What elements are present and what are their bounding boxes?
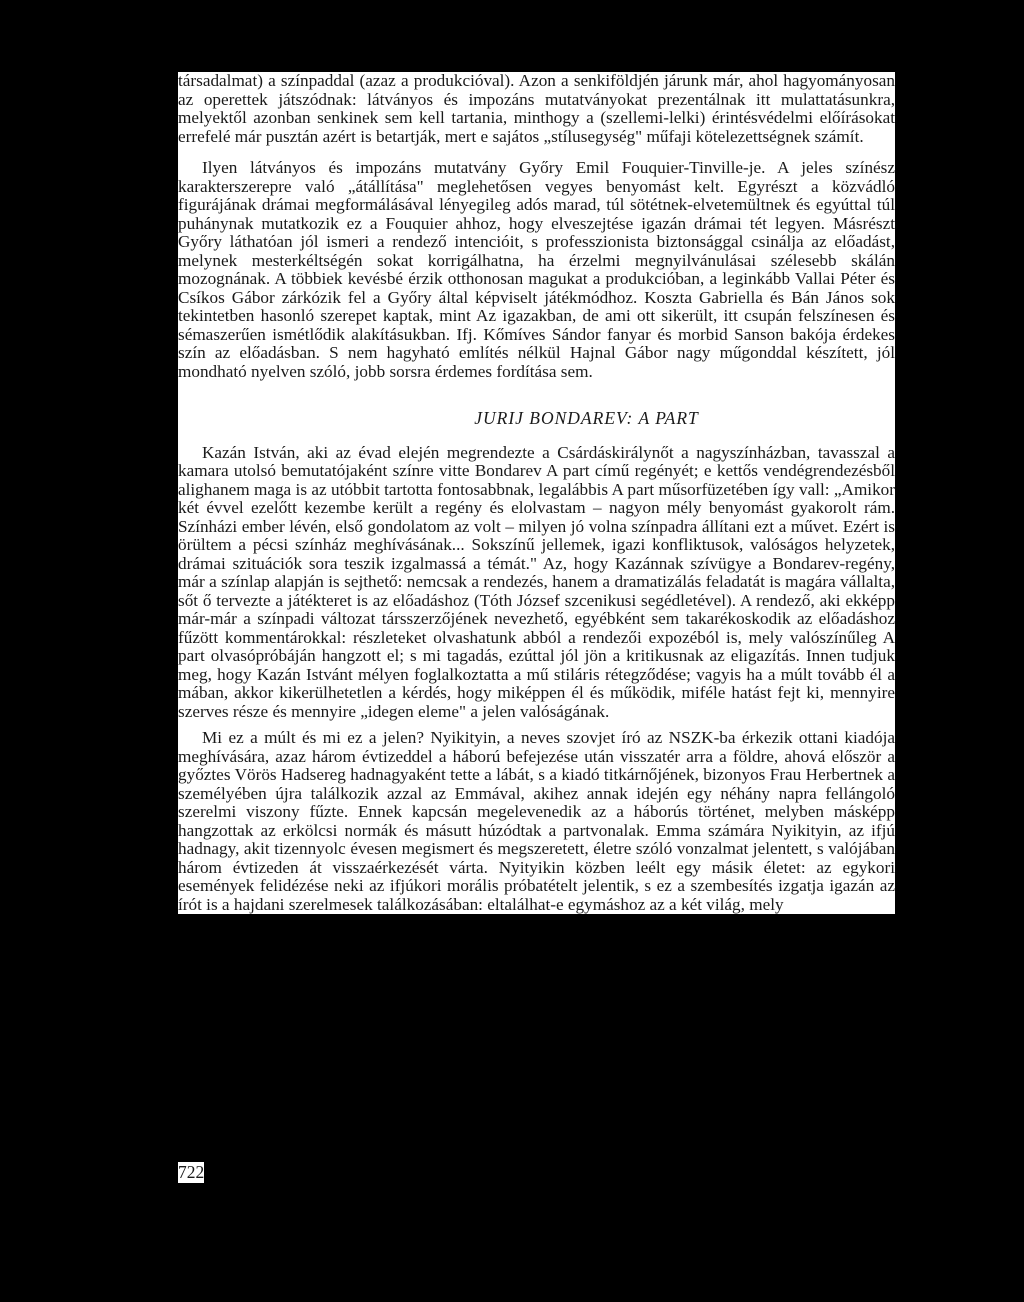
paragraph: Mi ez a múlt és mi ez a jelen? Nyikityin, a neves szovjet író az NSZK-ba érkezik ottani kiadója meghívására, azaz három évtizeddel a háború befejezése után visszatér arra a földre, ahová először a győztes Vörös Hadsereg hadnagyaként tette a lábát, s a kiadó titkárnőjének, bizonyos Frau Herbertnek a személyében újra találkozik azzal az Emmával, akihez annak idején egy néhány napra fellángoló szerelmi viszony fűzte. Ennek kapcsán megelevenedik az a háborús történet, melyben másképp hangzottak az erkölcsi normák és másutt húzódtak a partvonalak. Emma számára Nyikityin, az ifjú hadnagy, akit tizennyolc évesen megismert és megszeretett, életre szóló vonzalmat jelentett, s valójában három évtizeden át visszaérkezését várta. Nyityikin közben leélt egy másik életet: az egykori események felidézése neki az ifjúkori morális próbatételt jelentik, s ez a szembesítés izgatja igazán az írót is a hajdani szerelmesek találkozásában: eltalálhat-e egymáshoz az a két világ, mely bbox=[178, 728, 895, 914]
paragraph: társadalmat) a színpaddal (azaz a produkcióval). Azon a senkiföldjén járunk már, ahol hagyományosan az operettek játszódnak: látványos és impozáns mutatványokat prezentálnak itt mulattatásunkra, melyektől azonban senkinek sem kell tartania, minthogy a (szellemi-lelki) érintésvédelmi előírásokat errefelé már pusztán azért is betartják, mert e sajátos „stílusegység" műfaji kötelezettségnek számít. bbox=[178, 71, 895, 146]
paragraph: Ilyen látványos és impozáns mutatvány Győry Emil Fouquier-Tinville-je. A jeles színész karakterszerepre való „átállítása" meglehetősen vegyes benyomást kelt. Egyrészt a közvádló figurájának drámai megformálásával lényegileg adós marad, túl sötétnek-elvetemültnek és egyúttal túl puhánynak mutatkozik ez a Fouquier ahhoz, hogy elveszejtése igazán drámai tét legyen. Másrészt Győry láthatóan jól ismeri a rendező intencióit, s professzionista biztonsággal csinálja az előadást, melynek mesterkéltségén sokat korrigálhatna, ha érzelmi megnyilvánulásai szélesebb skálán mozognának. A többiek kevésbé érzik otthonosan magukat a produkcióban, a leginkább Vallai Péter és Csíkos Gábor zárkózik fel a Győry által képviselt játékmódhoz. Koszta Gabriella és Bán János sok tekintetben hasonló szerepet kaptak, mint Az igazakban, de ami ott sikerült, itt csupán felszínesen és sémaszerűen ismétlődik alakításukban. Ifj. Kőmíves Sándor fanyar és morbid Sanson bakója érdekes szín az előadásban. S nem hagyható említés nélkül Hajnal Gábor nagy műgonddal készített, jól mondható nyelven szóló, jobb sorsra érdemes fordítása sem. bbox=[178, 158, 895, 381]
text-column bbox=[178, 72, 895, 914]
article-title: JURIJ BONDAREV: A PART bbox=[474, 408, 699, 428]
paragraph: Kazán István, aki az évad elején megrendezte a Csárdáskirálynőt a nagyszínházban, tavasszal a kamara utolsó bemutatójaként színre vitte Bondarev A part című regényét; e kettős vendégrendezésből alighanem maga is az utóbbit tartotta fontosabbnak, legalábbis A part műsorfüzetében így vall: „Amikor két évvel ezelőtt kezembe került a regény és elolvastam – nagyon mély benyomást gyakorolt rám. Színházi ember lévén, első gondolatom az volt – milyen jó volna színpadra állítani ezt a művet. Ezért is örültem a pécsi színház meghívásának... Sokszínű jellemek, igazi konfliktusok, valóságos helyzetek, drámai szituációk sora teszik izgalmassá a témát." Az, hogy Kazánnak szívügye a Bondarev-regény, már a színlap alapján is sejthető: nemcsak a rendezés, hanem a dramatizálás feladatát is magára vállalta, sőt ő tervezte a játékteret is az előadáshoz (Tóth József szcenikusi segédletével). A rendező, aki ekképp már-már a színpadi változat társszerzőjének nevezhető, egyébként sem takarékoskodik az előadáshoz fűzött kommentárokkal: részleteket olvashatunk abból a rendezői expozéból is, mely valószínűleg A part olvasópróbáján hangzott el; s mi tagadás, ezúttal jól jön a kritikusnak az eligazítás. Innen tudjuk meg, hogy Kazán Istvánt mélyen foglalkoztatta a mű stiláris rétegződése; vagyis ha a múlt tovább él a mában, akkor kikerülhetetlen a kérdés, hogy miképpen él és működik, miféle hatást fejt ki, mennyire szerves része és mennyire „idegen eleme" a jelen valóságának. bbox=[178, 442, 895, 721]
page-number: 722 bbox=[178, 1162, 205, 1182]
